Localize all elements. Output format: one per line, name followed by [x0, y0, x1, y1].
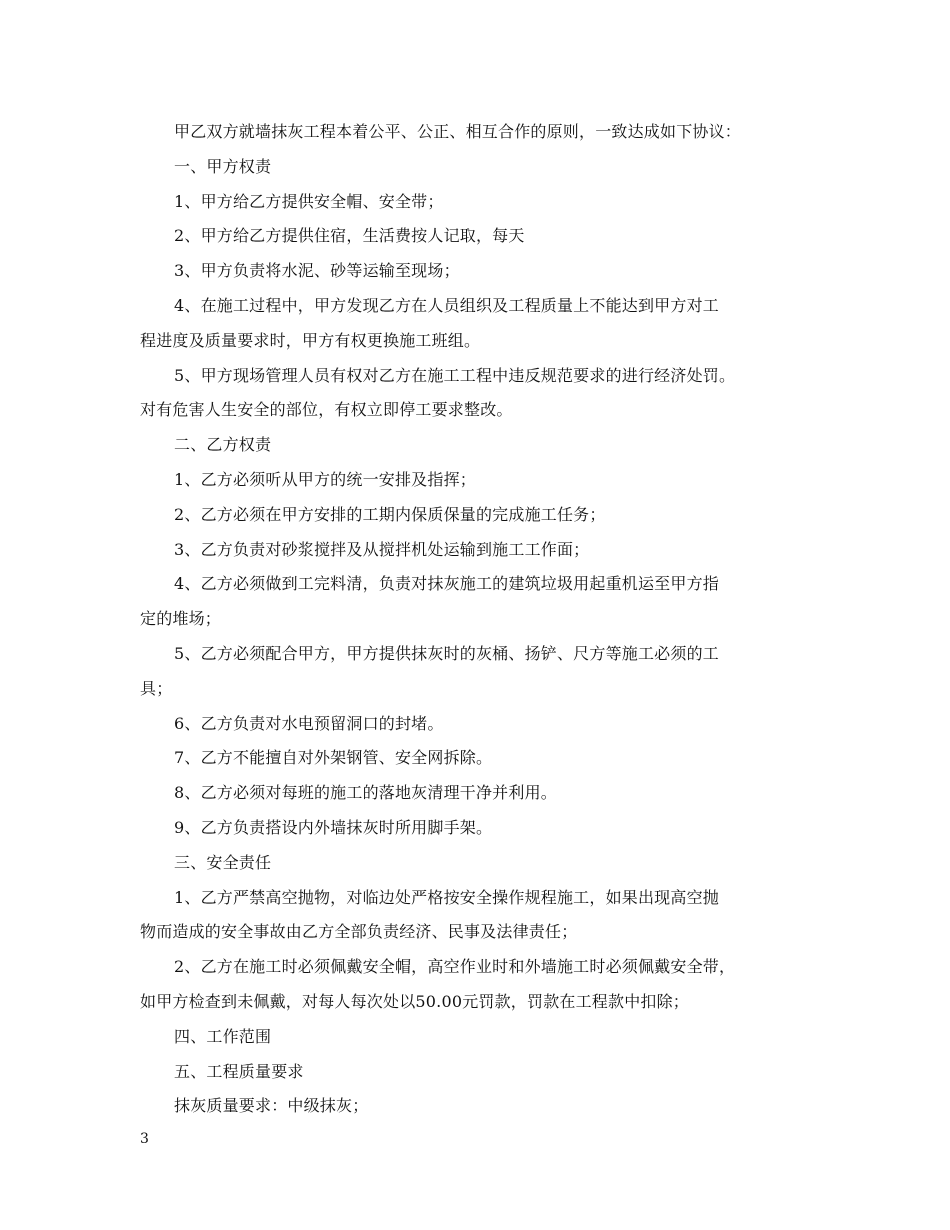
quality-requirement: 抹灰质量要求：中级抹灰；	[174, 1096, 369, 1116]
party-b-item-2: 2、乙方必须在甲方安排的工期内保质保量的完成施工任务；	[174, 504, 606, 524]
party-b-item-3: 3、乙方负责对砂浆搅拌及从搅拌机处运输到施工工作面；	[174, 539, 590, 559]
party-a-item-5-line-2: 对有危害人生安全的部位，有权立即停工要求整改。	[140, 400, 513, 420]
section-heading-quality: 五、工程质量要求	[174, 1061, 304, 1081]
party-a-item-1: 1、甲方给乙方提供安全帽、安全带；	[174, 191, 444, 211]
party-b-item-1: 1、乙方必须听从甲方的统一安排及指挥；	[174, 469, 476, 489]
party-b-item-8: 8、乙方必须对每班的施工的落地灰清理干净并利用。	[174, 783, 557, 803]
party-b-item-9: 9、乙方负责搭设内外墙抹灰时所用脚手架。	[174, 817, 493, 837]
party-b-item-5-line-2: 具；	[140, 678, 173, 698]
party-a-item-3: 3、甲方负责将水泥、砂等运输至现场；	[174, 261, 460, 281]
page-number: 3	[140, 1131, 149, 1147]
safety-item-1-line-2: 物而造成的安全事故由乙方全部负责经济、民事及法律责任；	[140, 922, 578, 942]
intro-paragraph: 甲乙双方就墙抹灰工程本着公平、公正、相互合作的原则，一致达成如下协议：	[174, 122, 742, 141]
party-a-item-4-line-1: 4、在施工过程中，甲方发现乙方在人员组织及工程质量上不能达到甲方对工	[174, 295, 719, 315]
party-b-item-5-line-1: 5、乙方必须配合甲方，甲方提供抹灰时的灰桶、扬铲、尺方等施工必须的工	[174, 643, 719, 663]
party-b-item-6: 6、乙方负责对水电预留洞口的封堵。	[174, 713, 444, 733]
party-a-item-2: 2、甲方给乙方提供住宿，生活费按人记取，每天	[174, 226, 525, 246]
section-heading-safety: 三、安全责任	[174, 852, 272, 872]
safety-item-2-line-2: 如甲方检查到未佩戴，对每人每次处以50.00元罚款，罚款在工程款中扣除；	[140, 991, 690, 1011]
party-a-item-4-line-2: 程进度及质量要求时，甲方有权更换施工班组。	[140, 330, 481, 350]
safety-item-2-line-1: 2、乙方在施工时必须佩戴安全帽，高空作业时和外墙施工时必须佩戴安全带，	[174, 957, 736, 977]
safety-item-1-line-1: 1、乙方严禁高空抛物，对临边处严格按安全操作规程施工，如果出现高空抛	[174, 887, 719, 907]
party-b-item-4-line-2: 定的堆场；	[140, 609, 222, 629]
document-body	[140, 115, 812, 1124]
party-a-item-5-line-1: 5、甲方现场管理人员有权对乙方在施工工程中违反规范要求的进行经济处罚。	[174, 365, 736, 385]
section-heading-party-a: 一、甲方权责	[174, 156, 272, 176]
section-heading-party-b: 二、乙方权责	[174, 435, 272, 455]
party-b-item-4-line-1: 4、乙方必须做到工完料清，负责对抹灰施工的建筑垃圾用起重机运至甲方指	[174, 574, 719, 594]
party-b-item-7: 7、乙方不能擅自对外架钢管、安全网拆除。	[174, 748, 493, 768]
section-heading-scope: 四、工作范围	[174, 1026, 272, 1046]
